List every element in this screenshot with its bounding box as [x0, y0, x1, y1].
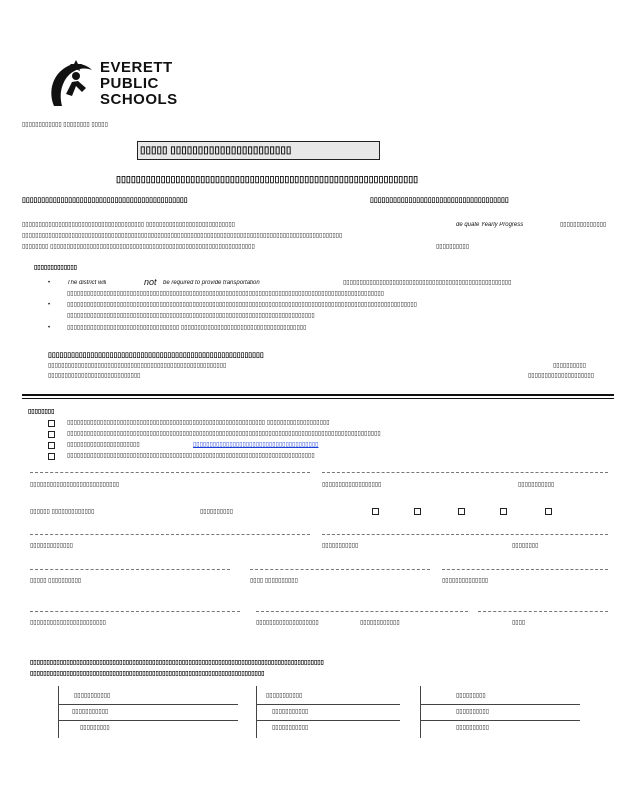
section2-item: ▯▯▯▯▯▯▯▯▯▯▯▯▯▯▯▯▯▯▯▯▯▯▯▯▯▯▯▯▯▯▯▯▯▯▯▯▯▯▯▯▯▯▯▯▯▯▯▯▯▯▯▯▯▯▯▯▯▯▯▯▯▯▯▯▯▯▯▯▯▯▯▯▯▯▯: [67, 453, 315, 459]
form-line: [322, 534, 608, 535]
form-line: [478, 611, 608, 612]
form-label: ▯▯▯▯▯▯▯▯▯▯▯▯: [360, 620, 400, 626]
form-line: [442, 569, 608, 570]
para1-line3: ▯▯▯▯▯▯▯▯ ▯▯▯▯▯▯▯▯▯▯▯▯▯▯▯▯▯▯▯▯▯▯▯▯▯▯▯▯▯▯▯▯▯▯▯▯▯▯▯▯▯▯▯▯▯▯▯▯▯▯▯▯▯▯▯▯▯▯▯▯▯▯: [22, 244, 255, 250]
bullet1-text-b: be required to provide transportation: [163, 280, 260, 286]
checkbox[interactable]: [545, 508, 552, 515]
double-rule-top: [22, 394, 614, 396]
form-label: ▯▯▯▯▯▯▯▯▯▯▯▯▯▯▯▯▯▯▯▯▯▯▯: [30, 620, 106, 626]
ayp-text: de quate Yearly Progress: [456, 222, 524, 228]
bullet-mark: •: [48, 280, 51, 286]
form-line: [30, 611, 240, 612]
checkbox[interactable]: [48, 420, 55, 427]
checkbox[interactable]: [414, 508, 421, 515]
note-line-2: ▯▯▯▯▯▯▯▯▯▯▯▯▯▯▯▯▯▯▯▯▯▯▯▯▯▯▯▯▯▯▯▯▯▯▯▯▯▯▯▯▯▯▯▯▯▯▯▯▯▯▯▯▯▯▯▯▯▯▯▯▯▯▯▯▯▯▯▯▯▯▯: [30, 671, 265, 677]
form-line: [250, 569, 430, 570]
grid-line: [256, 720, 400, 721]
title-box: [137, 141, 380, 160]
grid-cell[interactable]: ▯▯▯▯▯▯▯▯▯▯▯: [74, 693, 111, 699]
para1-line2: ▯▯▯▯▯▯▯▯▯▯▯▯▯▯▯▯▯▯▯▯▯▯▯▯▯▯▯▯▯▯▯▯▯▯▯▯▯▯▯▯▯▯▯▯▯▯▯▯▯▯▯▯▯▯▯▯▯▯▯▯▯▯▯▯▯▯▯▯▯▯▯▯▯▯▯▯▯▯▯▯▯▯▯▯▯▯▯▯▯▯▯▯▯▯▯▯▯: [22, 233, 343, 239]
section2-item: ▯▯▯▯▯▯▯▯▯▯▯▯▯▯▯▯▯▯▯▯▯▯▯▯▯▯▯▯▯▯▯▯▯▯▯▯▯▯▯▯▯▯▯▯▯▯▯▯▯▯▯▯▯▯▯▯▯▯▯▯ ▯▯▯▯▯▯▯▯▯▯▯▯▯▯▯▯▯▯▯: [67, 420, 330, 426]
form-label: ▯▯▯▯▯▯▯▯: [512, 543, 539, 549]
para1-line1-a: ▯▯▯▯▯▯▯▯▯▯▯▯▯▯▯▯▯▯▯▯▯▯▯▯▯▯▯▯▯▯▯▯▯▯▯▯▯ ▯▯▯▯▯▯▯▯▯▯▯▯▯▯▯▯▯▯▯▯▯▯▯▯▯▯▯: [22, 222, 235, 228]
grid-line: [58, 720, 238, 721]
bullet1-text-a: The district will: [67, 280, 107, 286]
bullet1-text-c: ▯▯▯▯▯▯▯▯▯▯▯▯▯▯▯▯▯▯▯▯▯▯▯▯▯▯▯▯▯▯▯▯▯▯▯▯▯▯▯▯▯▯▯▯▯▯▯▯▯▯▯: [343, 280, 512, 286]
checkbox[interactable]: [458, 508, 465, 515]
grid-cell[interactable]: ▯▯▯▯▯▯▯▯▯: [456, 693, 486, 699]
form-line: [256, 611, 468, 612]
grid-cell[interactable]: ▯▯▯▯▯▯▯▯▯▯▯: [272, 709, 309, 715]
checkbox[interactable]: [48, 431, 55, 438]
grid-cell[interactable]: ▯▯▯▯▯▯▯▯▯▯▯: [272, 725, 309, 731]
logo-line-3: SCHOOLS: [100, 92, 178, 107]
row-a-right: ▯▯▯▯▯▯▯▯▯▯▯▯▯▯▯▯▯▯▯▯▯▯▯▯▯▯▯▯▯▯▯▯▯▯▯▯: [370, 197, 509, 204]
title-text: ▯▯▯▯▯ ▯▯▯▯▯▯▯▯▯▯▯▯▯▯▯▯▯▯▯▯▯▯: [140, 146, 292, 156]
form-label: ▯▯▯▯▯▯▯▯▯▯▯▯▯▯▯▯▯▯▯: [256, 620, 319, 626]
bullet1-not: not: [144, 278, 157, 287]
grid-cell[interactable]: ▯▯▯▯▯▯▯▯▯▯▯: [72, 709, 109, 715]
logo-line-2: PUBLIC: [100, 76, 159, 91]
grid-cell[interactable]: ▯▯▯▯▯▯▯▯▯▯: [456, 709, 490, 715]
para1-line1-b: ▯▯▯▯▯▯▯▯▯▯▯▯▯▯: [560, 222, 607, 228]
signature-right-1: ▯▯▯▯▯▯▯▯▯▯: [553, 363, 587, 369]
form-label: ▯▯▯▯▯▯▯▯▯▯▯▯▯: [30, 543, 73, 549]
form-line: [30, 534, 310, 535]
logo-line-1: EVERETT: [100, 60, 173, 75]
note-line-1: ▯▯▯▯▯▯▯▯▯▯▯▯▯▯▯▯▯▯▯▯▯▯▯▯▯▯▯▯▯▯▯▯▯▯▯▯▯▯▯▯▯▯▯▯▯▯▯▯▯▯▯▯▯▯▯▯▯▯▯▯▯▯▯▯▯▯▯▯▯▯▯▯▯▯▯▯▯▯▯▯▯▯▯▯▯▯▯▯▯: [30, 660, 324, 666]
double-rule-bottom: [22, 398, 614, 399]
section2-link[interactable]: ▯▯▯▯▯▯▯▯▯▯▯▯▯▯▯▯▯▯▯▯▯▯▯▯▯▯▯▯▯▯▯▯▯▯▯▯▯▯: [193, 442, 319, 448]
grid-line: [420, 704, 580, 705]
grid-line: [256, 704, 400, 705]
signature-small-1: ▯▯▯▯▯▯▯▯▯▯▯▯▯▯▯▯▯▯▯▯▯▯▯▯▯▯▯▯▯▯▯▯▯▯▯▯▯▯▯▯▯▯▯▯▯▯▯▯▯▯▯▯▯▯: [48, 363, 227, 369]
form-label: ▯▯▯▯▯▯▯▯▯▯▯▯▯▯: [442, 578, 489, 584]
district-logo: [46, 54, 178, 112]
bullet-mark: •: [48, 302, 51, 308]
grid-line: [256, 686, 257, 738]
bullet2-line2: ▯▯▯▯▯▯▯▯▯▯▯▯▯▯▯▯▯▯▯▯▯▯▯▯▯▯▯▯▯▯▯▯▯▯▯▯▯▯▯▯▯▯▯▯▯▯▯▯▯▯▯▯▯▯▯▯▯▯▯▯▯▯▯▯▯▯▯▯▯▯▯▯▯▯▯: [67, 313, 315, 319]
form-line: [30, 472, 310, 473]
grid-cell[interactable]: ▯▯▯▯▯▯▯▯▯▯: [456, 725, 490, 731]
bullet-mark: •: [48, 325, 51, 331]
section2-item: ▯▯▯▯▯▯▯▯▯▯▯▯▯▯▯▯▯▯▯▯▯▯: [67, 442, 140, 448]
form-label: ▯▯▯▯▯▯▯▯▯▯▯▯▯▯▯▯▯▯▯▯▯▯▯▯▯▯▯: [30, 482, 120, 488]
bullet3: ▯▯▯▯▯▯▯▯▯▯▯▯▯▯▯▯▯▯▯▯▯▯▯▯▯▯▯▯▯▯▯▯▯▯ ▯▯▯▯▯▯▯▯▯▯▯▯▯▯▯▯▯▯▯▯▯▯▯▯▯▯▯▯▯▯▯▯▯▯▯▯▯▯: [67, 325, 307, 331]
signature-heading: ▯▯▯▯▯▯▯▯▯▯▯▯▯▯▯▯▯▯▯▯▯▯▯▯▯▯▯▯▯▯▯▯▯▯▯▯▯▯▯▯▯▯▯▯▯▯▯▯▯▯▯▯▯▯▯▯: [48, 352, 264, 359]
bullet2-line1: ▯▯▯▯▯▯▯▯▯▯▯▯▯▯▯▯▯▯▯▯▯▯▯▯▯▯▯▯▯▯▯▯▯▯▯▯▯▯▯▯▯▯▯▯▯▯▯▯▯▯▯▯▯▯▯▯▯▯▯▯▯▯▯▯▯▯▯▯▯▯▯▯▯▯▯▯▯▯▯▯▯▯▯▯▯▯▯▯▯▯▯▯▯▯▯▯▯▯▯▯▯▯▯▯▯▯: [67, 302, 417, 308]
form-label: ▯▯▯▯: [512, 620, 526, 626]
checkbox[interactable]: [48, 442, 55, 449]
form-label: ▯▯▯▯▯▯▯▯▯▯▯: [518, 482, 555, 488]
checkbox[interactable]: [48, 453, 55, 460]
signature-right-2: ▯▯▯▯▯▯▯▯▯▯▯▯▯▯▯▯▯▯▯▯: [528, 373, 595, 379]
bullet1-line2: ▯▯▯▯▯▯▯▯▯▯▯▯▯▯▯▯▯▯▯▯▯▯▯▯▯▯▯▯▯▯▯▯▯▯▯▯▯▯▯▯▯▯▯▯▯▯▯▯▯▯▯▯▯▯▯▯▯▯▯▯▯▯▯▯▯▯▯▯▯▯▯▯▯▯▯▯▯▯▯▯▯▯▯▯▯▯▯▯▯▯▯▯▯▯▯▯: [67, 291, 384, 297]
runner-logo-icon: [46, 54, 96, 110]
grid-cell[interactable]: ▯▯▯▯▯▯▯▯▯▯▯: [266, 693, 303, 699]
form-row2-label-1: ▯▯▯▯▯▯ ▯▯▯▯▯▯▯▯▯▯▯▯▯: [30, 509, 95, 515]
grid-cell[interactable]: ▯▯▯▯▯▯▯▯▯: [80, 725, 110, 731]
form-label: ▯▯▯▯▯▯▯▯▯▯▯▯▯▯▯▯▯▯: [322, 482, 382, 488]
section2-item: ▯▯▯▯▯▯▯▯▯▯▯▯▯▯▯▯▯▯▯▯▯▯▯▯▯▯▯▯▯▯▯▯▯▯▯▯▯▯▯▯▯▯▯▯▯▯▯▯▯▯▯▯▯▯▯▯▯▯▯▯▯▯▯▯▯▯▯▯▯▯▯▯▯▯▯▯▯▯▯▯▯▯▯▯▯▯▯▯▯▯▯▯▯▯▯: [67, 431, 381, 437]
section2-title: ▯▯▯▯▯▯▯▯: [28, 409, 55, 415]
signature-small-2: ▯▯▯▯▯▯▯▯▯▯▯▯▯▯▯▯▯▯▯▯▯▯▯▯▯▯▯▯: [48, 373, 141, 379]
main-heading: ▯▯▯▯▯▯▯▯▯▯▯▯▯▯▯▯▯▯▯▯▯▯▯▯▯▯▯▯▯▯▯▯▯▯▯▯▯▯▯▯▯▯▯▯▯▯▯▯▯▯▯▯▯▯▯▯▯▯▯▯▯: [116, 175, 419, 184]
form-label: ▯▯▯▯▯▯▯▯▯▯▯: [322, 543, 359, 549]
para1-line3-right: ▯▯▯▯▯▯▯▯▯▯: [436, 244, 470, 250]
checkbox[interactable]: [372, 508, 379, 515]
form-line: [30, 569, 230, 570]
list-intro: ▯▯▯▯▯▯▯▯▯▯▯▯▯: [34, 265, 77, 271]
grid-line: [420, 686, 421, 738]
form-label: ▯▯▯▯▯ ▯▯▯▯▯▯▯▯▯▯: [30, 578, 82, 584]
grid-line: [58, 686, 59, 738]
form-line: [322, 472, 608, 473]
address-line: ▯▯▯▯▯▯▯▯▯▯▯▯ ▯▯▯▯▯▯▯▯ ▯▯▯▯▯: [22, 122, 108, 128]
row-a-left: ▯▯▯▯▯▯▯▯▯▯▯▯▯▯▯▯▯▯▯▯▯▯▯▯▯▯▯▯▯▯▯▯▯▯▯▯▯▯▯▯▯▯▯: [22, 197, 188, 204]
form-row2-label-2: ▯▯▯▯▯▯▯▯▯▯: [200, 509, 234, 515]
grid-line: [58, 704, 238, 705]
grid-line: [420, 720, 580, 721]
form-label: ▯▯▯▯ ▯▯▯▯▯▯▯▯▯▯: [250, 578, 298, 584]
checkbox[interactable]: [500, 508, 507, 515]
